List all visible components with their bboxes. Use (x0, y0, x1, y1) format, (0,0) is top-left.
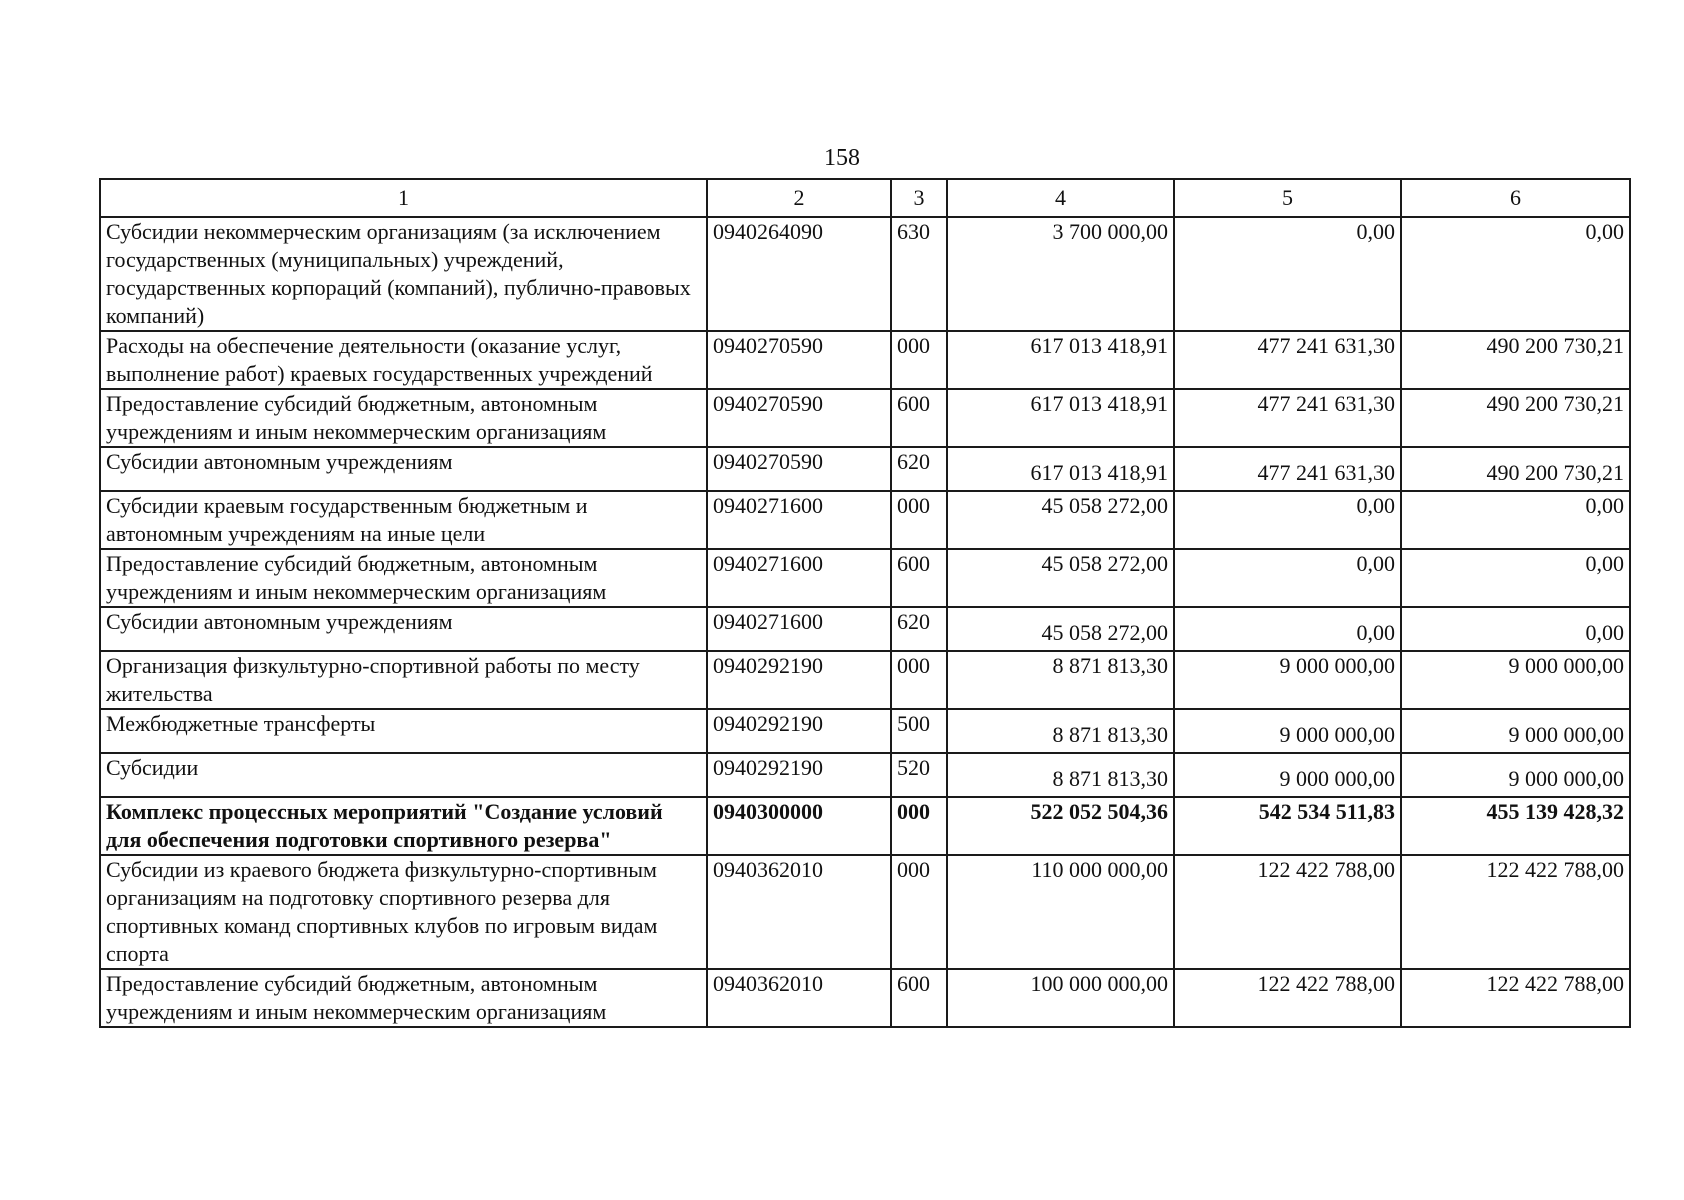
row-amount-col4-cell: 110 000 000,00 (947, 855, 1174, 969)
row-amount-col5-cell: 477 241 631,30 (1174, 447, 1401, 491)
header-col-5: 5 (1174, 179, 1401, 217)
row-expense-type-cell: 520 (891, 753, 947, 797)
row-amount-col4-cell: 522 052 504,36 (947, 797, 1174, 855)
row-amount-col4-cell: 45 058 272,00 (947, 607, 1174, 651)
table-row (100, 797, 1630, 855)
header-row (100, 179, 1630, 217)
row-code-cell: 0940271600 (707, 491, 891, 549)
row-code-cell: 0940292190 (707, 651, 891, 709)
row-expense-type-cell: 000 (891, 855, 947, 969)
table-row (100, 331, 1630, 389)
row-amount-col6-cell: 9 000 000,00 (1401, 709, 1630, 753)
row-amount-col4-cell: 45 058 272,00 (947, 549, 1174, 607)
header-col-3: 3 (891, 179, 947, 217)
row-code-cell: 0940270590 (707, 331, 891, 389)
row-code-cell: 0940362010 (707, 969, 891, 1027)
row-amount-col5-cell: 477 241 631,30 (1174, 331, 1401, 389)
row-amount-col4-cell: 45 058 272,00 (947, 491, 1174, 549)
row-expense-type-cell: 000 (891, 797, 947, 855)
row-amount-col4-cell: 100 000 000,00 (947, 969, 1174, 1027)
row-amount-col5-cell: 9 000 000,00 (1174, 753, 1401, 797)
row-name-cell: Предоставление субсидий бюджетным, автономным учреждениям и иным некоммерческим организациям (100, 969, 707, 1027)
row-amount-col4-cell: 3 700 000,00 (947, 217, 1174, 331)
row-amount-col4-cell: 617 013 418,91 (947, 331, 1174, 389)
table-row (100, 855, 1630, 969)
row-name-cell: Субсидии некоммерческим организациям (за исключением государственных (муниципальных) учреждений, государственных корпораций (компаний), публично-правовых компаний) (100, 217, 707, 331)
row-expense-type-cell: 600 (891, 549, 947, 607)
table-row (100, 447, 1630, 491)
table-row (100, 491, 1630, 549)
row-code-cell: 0940270590 (707, 447, 891, 491)
row-name-cell: Субсидии краевым государственным бюджетным и автономным учреждениям на иные цели (100, 491, 707, 549)
row-name-cell: Комплекс процессных мероприятий "Создание условий для обеспечения подготовки спортивного резерва" (100, 797, 707, 855)
header-col-4: 4 (947, 179, 1174, 217)
table-row (100, 651, 1630, 709)
row-amount-col5-cell: 0,00 (1174, 217, 1401, 331)
header-col-1: 1 (100, 179, 707, 217)
row-expense-type-cell: 600 (891, 389, 947, 447)
budget-table (99, 178, 1631, 1028)
row-expense-type-cell: 600 (891, 969, 947, 1027)
row-amount-col5-cell: 0,00 (1174, 607, 1401, 651)
row-expense-type-cell: 000 (891, 491, 947, 549)
table-row (100, 607, 1630, 651)
row-code-cell: 0940362010 (707, 855, 891, 969)
row-name-cell: Субсидии автономным учреждениям (100, 607, 707, 651)
row-amount-col5-cell: 122 422 788,00 (1174, 855, 1401, 969)
table-body (100, 217, 1630, 1027)
table-row (100, 969, 1630, 1027)
row-amount-col6-cell: 0,00 (1401, 607, 1630, 651)
row-code-cell: 0940271600 (707, 607, 891, 651)
row-amount-col4-cell: 617 013 418,91 (947, 447, 1174, 491)
row-amount-col4-cell: 8 871 813,30 (947, 651, 1174, 709)
row-amount-col6-cell: 9 000 000,00 (1401, 651, 1630, 709)
row-expense-type-cell: 500 (891, 709, 947, 753)
row-amount-col4-cell: 8 871 813,30 (947, 753, 1174, 797)
table-row (100, 753, 1630, 797)
row-amount-col5-cell: 9 000 000,00 (1174, 651, 1401, 709)
row-name-cell: Субсидии автономным учреждениям (100, 447, 707, 491)
row-amount-col5-cell: 122 422 788,00 (1174, 969, 1401, 1027)
row-name-cell: Субсидии из краевого бюджета физкультурно-спортивным организациям на подготовку спортивного резерва для спортивных команд спортивных клубов по игровым видам спорта (100, 855, 707, 969)
row-expense-type-cell: 620 (891, 607, 947, 651)
row-name-cell: Расходы на обеспечение деятельности (оказание услуг, выполнение работ) краевых государственных учреждений (100, 331, 707, 389)
row-name-cell: Организация физкультурно-спортивной работы по месту жительства (100, 651, 707, 709)
row-amount-col6-cell: 122 422 788,00 (1401, 969, 1630, 1027)
table-row (100, 389, 1630, 447)
row-amount-col5-cell: 9 000 000,00 (1174, 709, 1401, 753)
row-code-cell: 0940270590 (707, 389, 891, 447)
row-amount-col6-cell: 9 000 000,00 (1401, 753, 1630, 797)
row-amount-col6-cell: 490 200 730,21 (1401, 447, 1630, 491)
row-code-cell: 0940300000 (707, 797, 891, 855)
row-code-cell: 0940271600 (707, 549, 891, 607)
row-expense-type-cell: 000 (891, 651, 947, 709)
row-name-cell: Субсидии (100, 753, 707, 797)
row-amount-col6-cell: 455 139 428,32 (1401, 797, 1630, 855)
row-amount-col4-cell: 617 013 418,91 (947, 389, 1174, 447)
row-code-cell: 0940292190 (707, 709, 891, 753)
header-col-2: 2 (707, 179, 891, 217)
page-number: 158 (824, 145, 860, 171)
row-expense-type-cell: 620 (891, 447, 947, 491)
row-name-cell: Предоставление субсидий бюджетным, автономным учреждениям и иным некоммерческим организациям (100, 549, 707, 607)
row-amount-col6-cell: 0,00 (1401, 549, 1630, 607)
row-amount-col5-cell: 542 534 511,83 (1174, 797, 1401, 855)
row-expense-type-cell: 000 (891, 331, 947, 389)
row-name-cell: Межбюджетные трансферты (100, 709, 707, 753)
row-amount-col6-cell: 490 200 730,21 (1401, 331, 1630, 389)
row-amount-col6-cell: 0,00 (1401, 491, 1630, 549)
row-amount-col6-cell: 122 422 788,00 (1401, 855, 1630, 969)
header-col-6: 6 (1401, 179, 1630, 217)
row-name-cell: Предоставление субсидий бюджетным, автономным учреждениям и иным некоммерческим организациям (100, 389, 707, 447)
table-row (100, 549, 1630, 607)
row-amount-col6-cell: 490 200 730,21 (1401, 389, 1630, 447)
table-row (100, 217, 1630, 331)
row-amount-col5-cell: 0,00 (1174, 491, 1401, 549)
row-code-cell: 0940264090 (707, 217, 891, 331)
row-amount-col4-cell: 8 871 813,30 (947, 709, 1174, 753)
row-amount-col5-cell: 0,00 (1174, 549, 1401, 607)
row-expense-type-cell: 630 (891, 217, 947, 331)
table-row (100, 709, 1630, 753)
row-amount-col6-cell: 0,00 (1401, 217, 1630, 331)
row-code-cell: 0940292190 (707, 753, 891, 797)
row-amount-col5-cell: 477 241 631,30 (1174, 389, 1401, 447)
